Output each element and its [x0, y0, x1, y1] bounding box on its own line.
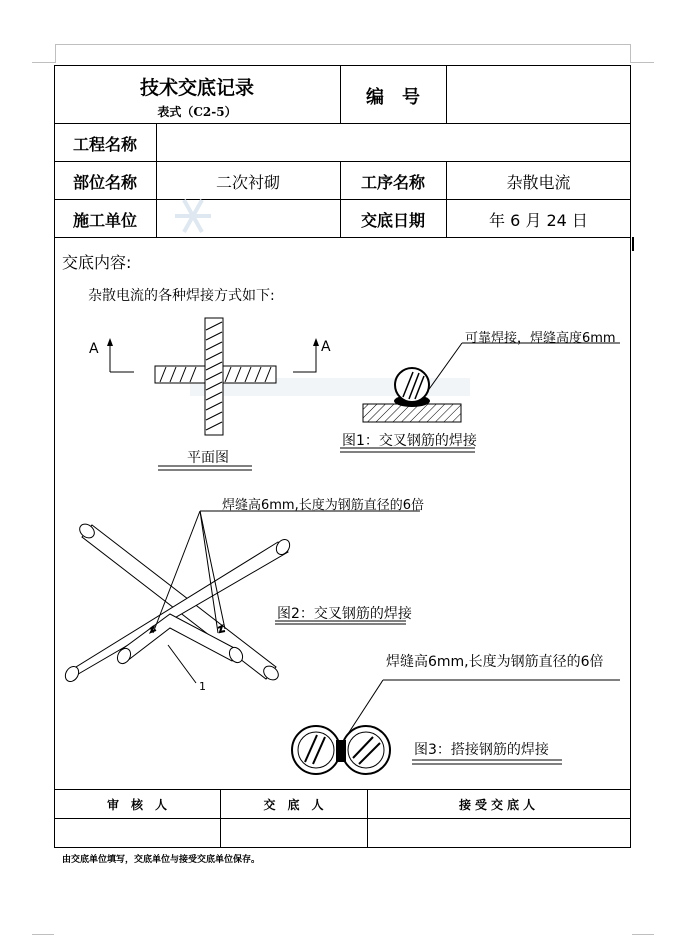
- section-label-right: A: [321, 339, 331, 355]
- receiver-signature[interactable]: [367, 824, 631, 844]
- process-name-value[interactable]: 杂散电流: [506, 173, 571, 192]
- figure-2-caption: 图2：交叉钢筋的焊接: [277, 606, 412, 622]
- construction-unit-label: 施工单位: [72, 211, 137, 230]
- figure-2-marker: 1: [199, 680, 206, 693]
- reviewer-signature[interactable]: [54, 824, 220, 844]
- receiver-label: 接受交底人: [458, 798, 539, 812]
- project-name-label: 工程名称: [72, 135, 137, 154]
- content-intro: 杂散电流的各种焊接方式如下:: [88, 288, 275, 304]
- figure-3-caption: 图3：搭接钢筋的焊接: [414, 742, 549, 758]
- reviewer-label: 审 核 人: [106, 798, 167, 812]
- figure-2-drawing: [63, 521, 293, 684]
- footer-note: 由交底单位填写，交底单位与接受交底单位保存。: [62, 855, 261, 865]
- form-code: 表式（C2-5）: [157, 105, 237, 119]
- figure-1-note: 可靠焊接，焊缝高度6mm: [465, 331, 616, 346]
- number-label: 编 号: [366, 87, 420, 108]
- form-title: 技术交底记录: [139, 77, 254, 99]
- plan-view-caption: 平面图: [187, 450, 229, 466]
- section-label-left: A: [89, 341, 99, 357]
- figure-2-note: 焊缝高6mm,长度为钢筋直径的6倍: [222, 498, 425, 513]
- part-name-label: 部位名称: [72, 173, 137, 192]
- figure-3-drawing: [292, 680, 620, 774]
- process-name-label: 工序名称: [360, 173, 425, 192]
- content-heading: 交底内容:: [62, 253, 132, 272]
- discloser-signature[interactable]: [220, 824, 367, 844]
- date-label: 交底日期: [360, 211, 425, 230]
- figure-1-caption: 图1：交叉钢筋的焊接: [342, 433, 477, 449]
- date-value[interactable]: 年 6 月 24 日: [489, 211, 588, 230]
- figure-3-note: 焊缝高6mm,长度为钢筋直径的6倍: [386, 654, 604, 670]
- discloser-label: 交 底 人: [263, 798, 324, 812]
- part-name-value[interactable]: 二次衬砌: [215, 173, 280, 192]
